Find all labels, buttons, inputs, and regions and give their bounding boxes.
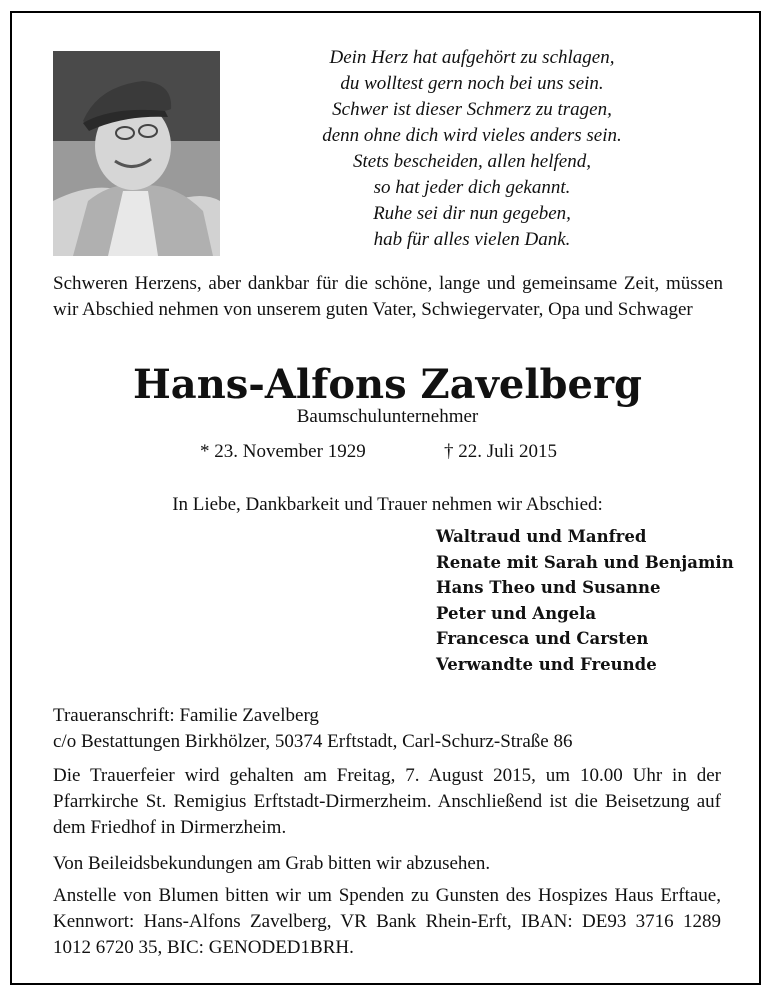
poem-line: du wolltest gern noch bei uns sein. bbox=[340, 73, 604, 94]
donation-note: Anstelle von Blumen bitten wir um Spenden zu Gunsten des Hospizes Haus Erftaue, Kennwort: Hans-Alfons Zavelberg, VR Bank Rhein-Erft, IBAN: DE93 3716 1289 1012 6720 35, BIC: GENODED1BRH. bbox=[53, 885, 721, 958]
poem-line: so hat jeder dich gekannt. bbox=[373, 177, 571, 198]
memorial-poem bbox=[242, 45, 702, 253]
intro-text: Schweren Herzens, aber dankbar für die schöne, lange und gemeinsame Zeit, müssen wir Abschied nehmen von unserem guten Vater, Schwiegervater, Opa und Schwager bbox=[53, 273, 723, 320]
poem-line: Schwer ist dieser Schmerz zu tragen, bbox=[332, 99, 612, 120]
family-member: Verwandte und Freunde bbox=[436, 654, 657, 674]
poem-line: hab für alles vielen Dank. bbox=[373, 229, 571, 250]
family-member: Hans Theo und Susanne bbox=[436, 578, 661, 598]
poem-line: denn ohne dich wird vieles anders sein. bbox=[322, 125, 622, 146]
family-member: Francesca und Carsten bbox=[436, 629, 649, 649]
family-list bbox=[436, 524, 734, 678]
poem-line: Dein Herz hat aufgehört zu schlagen, bbox=[329, 47, 615, 68]
deceased-name: Hans-Alfons Zavelberg bbox=[132, 361, 643, 408]
family-member: Renate mit Sarah und Benjamin bbox=[436, 552, 734, 572]
farewell-line: In Liebe, Dankbarkeit und Trauer nehmen wir Abschied: bbox=[172, 494, 603, 515]
poem-line: Ruhe sei dir nun gegeben, bbox=[373, 203, 571, 224]
family-member: Waltraud und Manfred bbox=[436, 527, 647, 546]
death-date: † 22. Juli 2015 bbox=[444, 441, 557, 462]
address-line: c/o Bestattungen Birkhölzer, 50374 Erftstadt, Carl-Schurz-Straße 86 bbox=[53, 731, 573, 752]
portrait-image bbox=[53, 51, 220, 256]
mourning-address bbox=[53, 703, 721, 755]
obituary-notice bbox=[10, 11, 761, 985]
portrait-photo bbox=[53, 51, 220, 256]
address-line: Traueranschrift: Familie Zavelberg bbox=[53, 705, 319, 726]
poem-line: Stets bescheiden, allen helfend, bbox=[353, 151, 591, 172]
condolence-note: Von Beileidsbekundungen am Grab bitten wir abzusehen. bbox=[53, 853, 491, 874]
funeral-service-text: Die Trauerfeier wird gehalten am Freitag, 7. August 2015, um 10.00 Uhr in der Pfarrkirche St. Remigius Erftstadt-Dirmerzheim. Anschließend ist die Beisetzung auf dem Friedhof in Dirmerzheim. bbox=[53, 765, 721, 838]
deceased-profession: Baumschulunternehmer bbox=[296, 406, 479, 427]
family-member: Peter und Angela bbox=[436, 603, 597, 623]
birth-date: * 23. November 1929 bbox=[200, 441, 366, 462]
